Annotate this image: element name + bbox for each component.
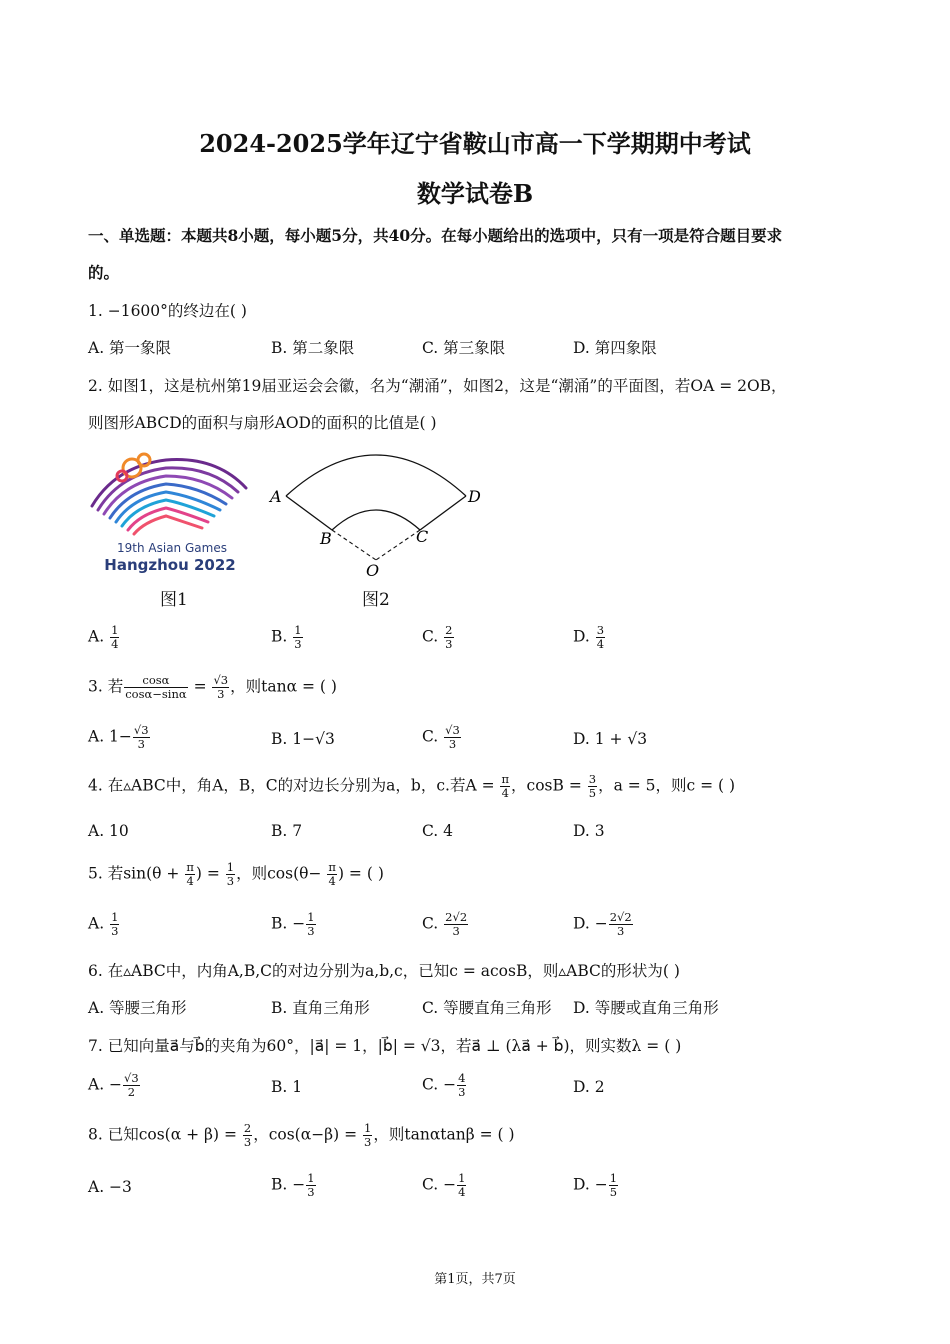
frac-den: cosα−sinα	[125, 687, 187, 702]
q8-fraction-1	[243, 1122, 252, 1149]
q5-option-b-letter: B. −	[271, 914, 306, 933]
q8-option-c[interactable]	[422, 1172, 467, 1199]
figure2-caption: 图2	[362, 590, 390, 610]
q1-option-a[interactable]: A. 第一象限	[88, 339, 172, 357]
frac-num: 1	[364, 1121, 372, 1135]
frac-den: 5	[609, 1185, 618, 1200]
segment-bo-dashed	[332, 530, 376, 560]
q5-option-b-fraction	[306, 911, 315, 938]
q3-lhs-fraction	[124, 674, 187, 701]
q8-stem	[88, 1122, 515, 1149]
q4-option-a[interactable]: A. 10	[88, 822, 129, 840]
q8-option-c-letter: C. −	[422, 1175, 457, 1194]
q2-stem-line1: 2. 如图1，这是杭州第19届亚运会会徽，名为“潮涌”，如图2，这是“潮涌”的平面图，若OA = 2OB，	[88, 377, 787, 395]
q2-stem-line2: 则图形ABCD的面积与扇形AOD的面积的比值是( )	[88, 414, 437, 432]
frac-num: cosα	[124, 674, 187, 688]
label-a: A	[270, 487, 282, 506]
frac-den: 3	[111, 924, 119, 939]
q2-option-d[interactable]	[573, 624, 606, 651]
q3-option-a[interactable]	[88, 724, 151, 751]
frac-den: 3	[448, 737, 457, 752]
sector-diagram	[268, 444, 488, 580]
frac-den: 4	[458, 1185, 466, 1200]
figure1-caption: 图1	[160, 590, 188, 610]
q6-stem: 6. 在▵ABC中，内角A,B,C的对边分别为a,b,c，已知c = acosB，则▵ABC的形状为( )	[88, 962, 680, 980]
q8-option-d-fraction	[609, 1172, 618, 1199]
q1-stem: 1. −1600°的终边在( )	[88, 302, 247, 320]
q7-stem: 7. 已知向量a⃗与b⃗的夹角为60°，|a⃗| = 1，|b⃗| = √3，若a⃗ ⊥ (λa⃗ + b⃗)，则实数λ = ( )	[88, 1037, 682, 1055]
q3-option-c-fraction	[444, 724, 461, 751]
q8-part1: 8. 已知cos(α + β) =	[88, 1125, 242, 1144]
q2-option-d-fraction	[596, 624, 605, 651]
frac-den: 5	[588, 786, 597, 801]
frac-num: √3	[133, 723, 149, 737]
q8-option-b-fraction	[306, 1172, 315, 1199]
q4-option-d[interactable]: D. 3	[573, 822, 605, 840]
q5-pi-fraction-2	[327, 861, 337, 888]
q5-option-a[interactable]	[88, 911, 120, 938]
segment-co-dashed	[376, 530, 420, 560]
q4-part3: ，a = 5，则c = ( )	[598, 776, 736, 795]
q8-fraction-2	[363, 1122, 372, 1149]
q2-option-b-letter: B.	[271, 627, 288, 646]
frac-num: 2	[445, 623, 453, 637]
q8-part3: ，则tanαtanβ = ( )	[373, 1125, 515, 1144]
q1-option-d[interactable]: D. 第四象限	[573, 339, 657, 357]
q8-option-b[interactable]	[271, 1172, 317, 1199]
label-o: O	[366, 561, 380, 580]
q5-stem	[88, 861, 384, 888]
frac-num: 2√2	[609, 910, 632, 924]
q5-rhs-fraction	[226, 861, 235, 888]
q5-option-c[interactable]	[422, 911, 469, 938]
frac-den: 3	[243, 1135, 252, 1150]
q4-part1: 4. 在▵ABC中，角A，B，C的对边长分别为a，b，c.若A =	[88, 776, 500, 795]
frac-den: 3	[217, 687, 225, 702]
q2-option-d-letter: D.	[573, 627, 590, 646]
label-b: B	[320, 529, 332, 548]
frac-den: 3	[307, 924, 315, 939]
frac-den: 3	[307, 1185, 315, 1200]
label-c: C	[416, 527, 429, 546]
q2-option-b-fraction	[293, 624, 302, 651]
page-subtitle: 数学试卷B	[416, 179, 534, 208]
q5-option-a-fraction	[110, 911, 119, 938]
q6-option-b[interactable]: B. 直角三角形	[271, 999, 370, 1017]
frac-num: 2√2	[445, 910, 468, 924]
frac-den: 3	[445, 637, 453, 652]
frac-den: 2	[127, 1085, 136, 1100]
q4-option-b[interactable]: B. 7	[271, 822, 303, 840]
frac-den: 3	[617, 924, 625, 939]
q6-option-a[interactable]: A. 等腰三角形	[88, 999, 187, 1017]
q2-option-c-fraction	[444, 624, 453, 651]
q8-option-d[interactable]	[573, 1172, 619, 1199]
q5-option-d-fraction	[609, 911, 633, 938]
frac-den: 3	[294, 637, 302, 652]
q3-option-c[interactable]	[422, 724, 462, 751]
section-heading-line1: 一、单选题：本题共8小题，每小题5分，共40分。在每小题给出的选项中，只有一项是符合题目要求	[88, 226, 783, 245]
q2-option-b[interactable]	[271, 624, 304, 651]
q5-option-c-letter: C.	[422, 914, 444, 933]
q2-option-c-letter: C.	[422, 627, 439, 646]
frac-den: 3	[364, 1135, 372, 1150]
q8-option-b-letter: B. −	[271, 1175, 306, 1194]
q3-stem	[88, 674, 337, 701]
frac-num: 2	[243, 1121, 252, 1135]
q2-option-a[interactable]	[88, 624, 120, 651]
q5-option-a-letter: A.	[88, 914, 110, 933]
q4-option-c[interactable]: C. 4	[422, 822, 454, 840]
frac-den: 3	[137, 737, 145, 752]
q5-option-d-letter: D. −	[573, 914, 608, 933]
q7-option-b[interactable]: B. 1	[271, 1078, 303, 1096]
page-title: 2024-2025学年辽宁省鞍山市高一下学期期中考试	[199, 129, 751, 158]
q7-option-a-letter: A. −	[88, 1075, 123, 1094]
frac-num: 1	[609, 1171, 618, 1185]
q7-option-c-letter: C. −	[422, 1075, 457, 1094]
frac-num: 3	[588, 772, 597, 786]
q3-option-d[interactable]: D. 1 + √3	[573, 730, 648, 748]
segment-dc	[420, 496, 466, 530]
q5-option-d[interactable]	[573, 911, 634, 938]
frac-num: √3	[445, 723, 460, 737]
q7-option-d[interactable]: D. 2	[573, 1078, 605, 1096]
frac-den: 4	[186, 874, 194, 889]
frac-num: 1	[111, 623, 119, 637]
q4-part2: ，cosB =	[511, 776, 587, 795]
frac-num: 4	[458, 1071, 466, 1085]
frac-den: 4	[501, 786, 509, 801]
q1-option-b[interactable]: B. 第二象限	[271, 339, 355, 357]
frac-num: √3	[213, 673, 229, 687]
q2-option-a-fraction	[110, 624, 119, 651]
segment-ab	[286, 496, 332, 530]
q5-part1: 5. 若sin(θ +	[88, 864, 185, 883]
q3-option-b[interactable]: B. 1−√3	[271, 730, 335, 748]
q7-option-a[interactable]	[88, 1072, 141, 1099]
frac-den: 4	[328, 874, 336, 889]
q2-option-a-letter: A.	[88, 627, 105, 646]
frac-num: 1	[294, 623, 302, 637]
q5-pi-fraction-1	[185, 861, 195, 888]
q5-part4: ) = ( )	[337, 864, 384, 883]
asian-games-logo	[86, 446, 258, 576]
q6-option-d[interactable]: D. 等腰或直角三角形	[573, 999, 719, 1017]
frac-num: 3	[596, 623, 605, 637]
frac-num: π	[186, 860, 194, 874]
q3-suffix: ，则tanα = ( )	[230, 677, 337, 696]
logo-text-line2: Hangzhou 2022	[104, 556, 236, 574]
frac-den: 3	[452, 924, 460, 939]
q4-stem	[88, 773, 735, 800]
q1-option-c[interactable]: C. 第三象限	[422, 339, 506, 357]
q3-prefix: 3. 若	[88, 677, 124, 696]
q3-rhs-fraction	[212, 674, 229, 701]
q3-option-a-text: A. 1−	[88, 727, 132, 746]
q4-cos-fraction	[588, 773, 597, 800]
frac-num: 1	[111, 910, 119, 924]
frac-num: 1	[307, 910, 315, 924]
q2-option-c[interactable]	[422, 624, 455, 651]
frac-num: 1	[307, 1171, 315, 1185]
q5-part2: ) =	[195, 864, 225, 883]
q8-option-a[interactable]: A. −3	[88, 1178, 132, 1196]
inner-arc-bc	[332, 510, 420, 530]
q8-option-c-fraction	[457, 1172, 466, 1199]
q5-option-c-fraction	[444, 911, 468, 938]
q5-part3: ，则cos(θ−	[236, 864, 327, 883]
q3-option-a-fraction	[133, 724, 150, 751]
frac-den: 4	[596, 637, 605, 652]
q7-option-c[interactable]	[422, 1072, 467, 1099]
label-d: D	[468, 487, 481, 506]
q8-part2: ，cos(α−β) =	[253, 1125, 363, 1144]
frac-num: 1	[458, 1171, 466, 1185]
q4-angle-fraction	[500, 773, 510, 800]
frac-den: 3	[458, 1085, 466, 1100]
frac-num: √3	[124, 1071, 139, 1085]
page-footer: 第1页，共7页	[434, 1272, 516, 1287]
frac-num: π	[328, 860, 336, 874]
frac-den: 3	[226, 874, 235, 889]
q7-option-c-fraction	[457, 1072, 466, 1099]
q8-option-d-letter: D. −	[573, 1175, 608, 1194]
frac-num: π	[501, 772, 510, 786]
outer-arc-ad	[286, 455, 466, 496]
logo-text-line1: 19th Asian Games	[117, 541, 227, 555]
frac-den: 4	[111, 637, 119, 652]
q5-option-b[interactable]	[271, 911, 317, 938]
q3-option-c-text: C.	[422, 727, 444, 746]
q3-equals: =	[188, 677, 212, 696]
section-heading-line2: 的。	[88, 263, 120, 282]
q7-option-a-fraction	[123, 1072, 140, 1099]
q6-option-c[interactable]: C. 等腰直角三角形	[422, 999, 552, 1017]
frac-num: 1	[226, 860, 235, 874]
